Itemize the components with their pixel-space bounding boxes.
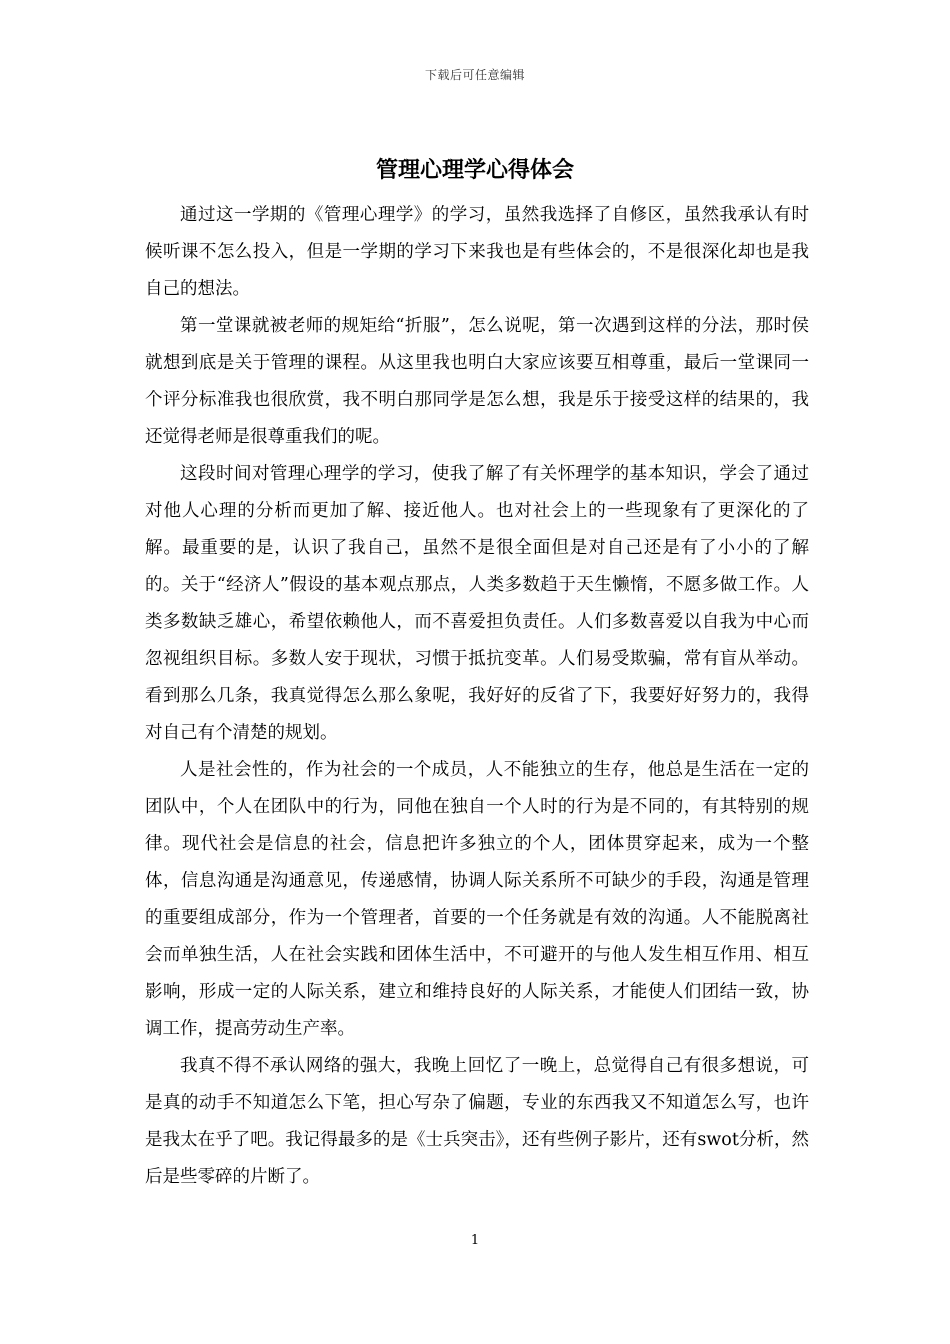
document-title: 管理心理学心得体会 xyxy=(375,157,574,183)
body-paragraph-2: 第一堂课就被老师的规矩给“折服”，怎么说呢，第一次遇到这样的分法，那时侯就想到底是关于管理的课程。从这里我也明白大家应该要互相尊重，最后一堂课同一个评分标准我也很欣赏，我不明白那同学是怎么想，我是乐于接受这样的结果的，我还觉得老师是很尊重我们的呢。 xyxy=(145,316,809,447)
body-paragraph-4: 人是社会性的，作为社会的一个成员，人不能独立的生存，他总是生活在一定的团队中，个人在团队中的行为，同他在独自一个人时的行为是不同的，有其特别的规律。现代社会是信息的社会，信息把许多独立的个人，团体贯穿起来，成为一个整体，信息沟通是沟通意见，传递感情，协调人际关系所不可缺少的手段，沟通是管理的重要组成部分，作为一个管理者，首要的一个任务就是有效的沟通。人不能脱离社会而单独生活，人在社会实践和团体生活中，不可避开的与他人发生相互作用、相互影响，形成一定的人际关系，建立和维持良好的人际关系，才能使人们团结一致，协调工作，提高劳动生产率。 xyxy=(145,760,809,1039)
body-paragraph-1: 通过这一学期的《管理心理学》的学习，虽然我选择了自修区，虽然我承认有时候听课不怎么投入，但是一学期的学习下来我也是有些体会的，不是很深化却也是我自己的想法。 xyxy=(145,205,809,299)
document-body xyxy=(145,197,809,1196)
page-header-note: 下载后可任意编辑 xyxy=(424,68,525,82)
body-paragraph-5: 我真不得不承认网络的强大，我晚上回忆了一晚上，总觉得自己有很多想说，可是真的动手不知道怎么下笔，担心写杂了偏题，专业的东西我又不知道怎么写，也许是我太在乎了吧。我记得最多的是《士兵突击》，还有些例子影片，还有swot分析，然后是些零碎的片断了。 xyxy=(145,1056,809,1187)
page-number: 1 xyxy=(470,1233,480,1248)
body-paragraph-3: 这段时间对管理心理学的学习，使我了解了有关怀理学的基本知识，学会了通过对他人心理的分析而更加了解、接近他人。也对社会上的一些现象有了更深化的了解。最重要的是，认识了我自己，虽然不是很全面但是对自己还是有了小小的了解的。关于“经济人”假设的基本观点那点，人类多数趋于天生懒惰，不愿多做工作。人类多数缺乏雄心，希望依赖他人，而不喜爱担负责任。人们多数喜爱以自我为中心而忽视组织目标。多数人安于现状，习惯于抵抗变革。人们易受欺骗，常有盲从举动。看到那么几条，我真觉得怎么那么象呢，我好好的反省了下，我要好好努力的，我得对自己有个清楚的规划。 xyxy=(145,464,809,743)
